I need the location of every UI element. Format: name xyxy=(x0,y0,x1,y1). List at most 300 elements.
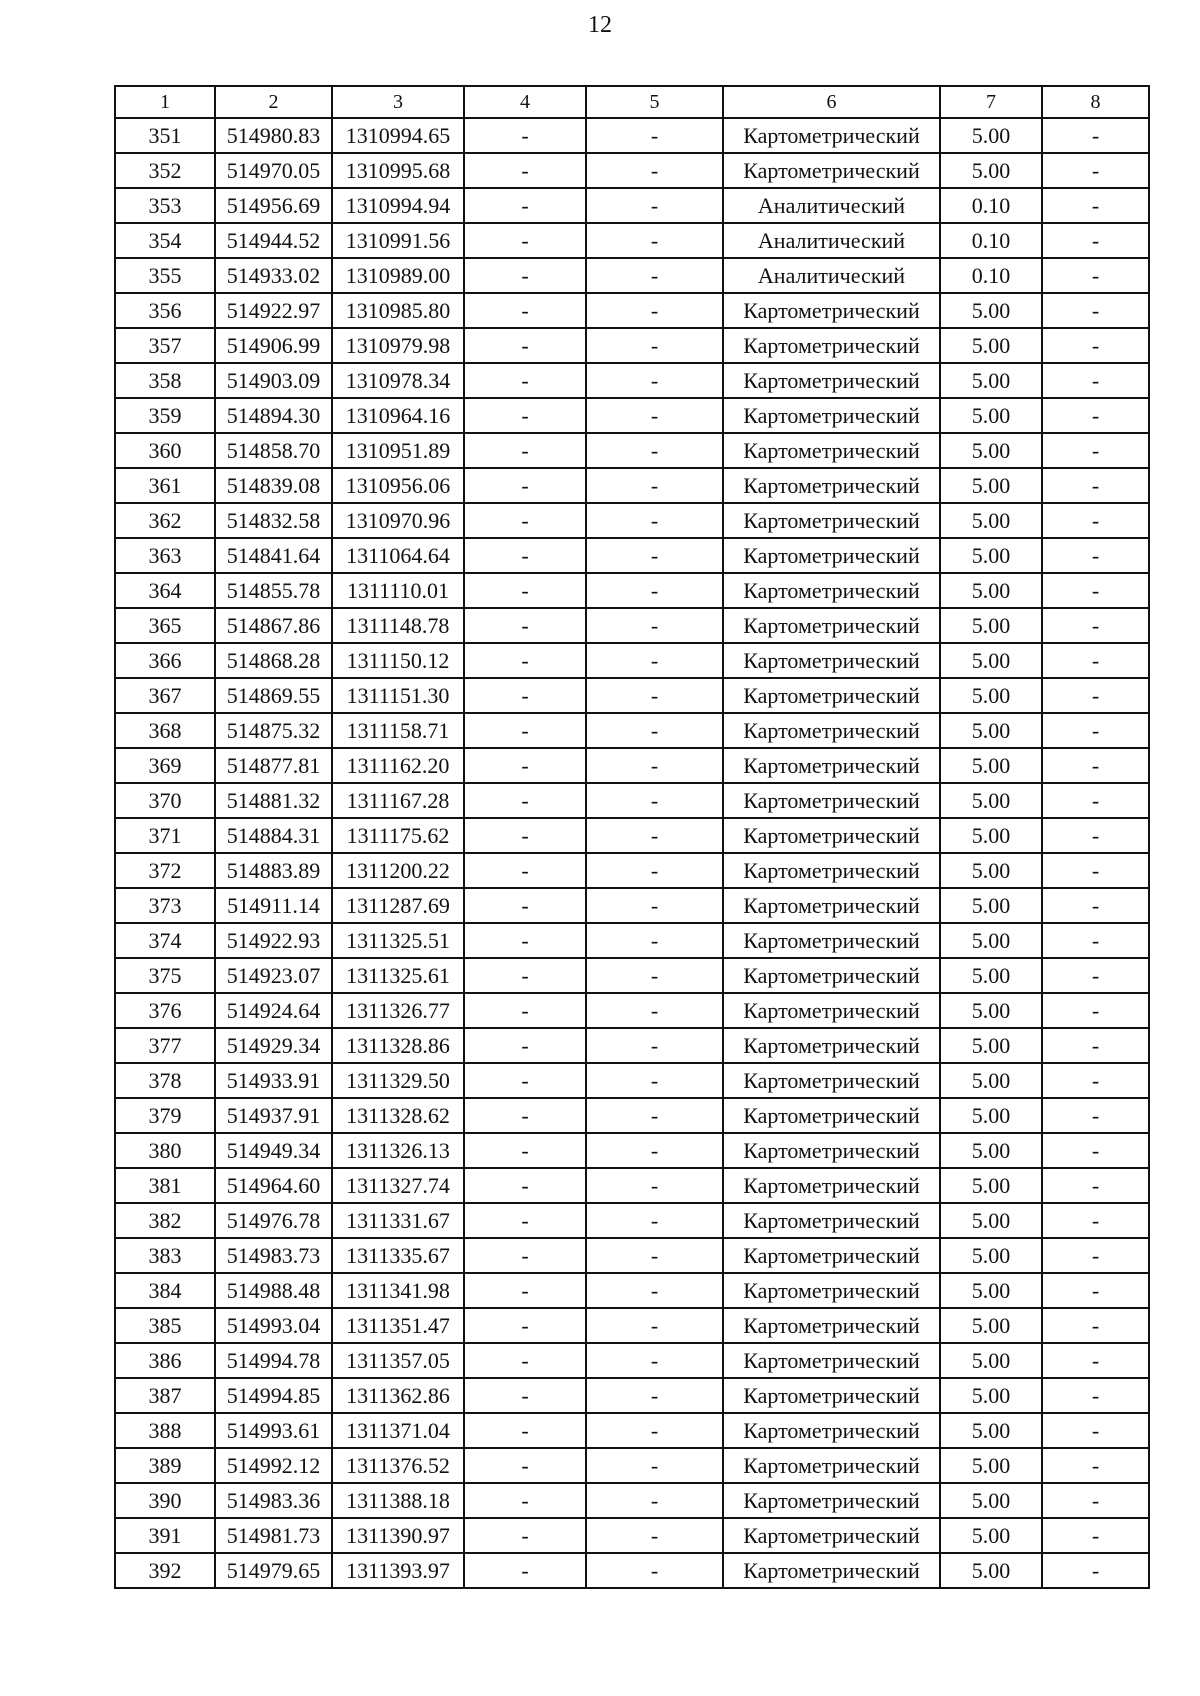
column-8-cell: - xyxy=(1042,188,1149,223)
accuracy-cell: 5.00 xyxy=(940,1238,1042,1273)
x-coordinate-cell: 514949.34 xyxy=(215,1133,332,1168)
column-4-cell: - xyxy=(464,153,586,188)
x-coordinate-cell: 514964.60 xyxy=(215,1168,332,1203)
column-5-cell: - xyxy=(586,538,723,573)
y-coordinate-cell: 1310979.98 xyxy=(332,328,464,363)
y-coordinate-cell: 1310985.80 xyxy=(332,293,464,328)
column-8-cell: - xyxy=(1042,748,1149,783)
y-coordinate-cell: 1311325.61 xyxy=(332,958,464,993)
point-number-cell: 375 xyxy=(115,958,215,993)
column-5-cell: - xyxy=(586,118,723,153)
accuracy-cell: 5.00 xyxy=(940,1168,1042,1203)
x-coordinate-cell: 514875.32 xyxy=(215,713,332,748)
x-coordinate-cell: 514956.69 xyxy=(215,188,332,223)
y-coordinate-cell: 1311371.04 xyxy=(332,1413,464,1448)
column-header-6: 6 xyxy=(723,86,940,118)
method-cell: Картометрический xyxy=(723,1553,940,1588)
accuracy-cell: 5.00 xyxy=(940,363,1042,398)
accuracy-cell: 5.00 xyxy=(940,1063,1042,1098)
y-coordinate-cell: 1311329.50 xyxy=(332,1063,464,1098)
column-5-cell: - xyxy=(586,503,723,538)
method-cell: Картометрический xyxy=(723,1308,940,1343)
y-coordinate-cell: 1311328.62 xyxy=(332,1098,464,1133)
method-cell: Картометрический xyxy=(723,118,940,153)
column-8-cell: - xyxy=(1042,888,1149,923)
column-5-cell: - xyxy=(586,993,723,1028)
column-4-cell: - xyxy=(464,1238,586,1273)
column-5-cell: - xyxy=(586,1483,723,1518)
column-5-cell: - xyxy=(586,328,723,363)
point-number-cell: 366 xyxy=(115,643,215,678)
column-5-cell: - xyxy=(586,573,723,608)
accuracy-cell: 5.00 xyxy=(940,853,1042,888)
table-row xyxy=(115,678,1149,713)
method-cell: Картометрический xyxy=(723,538,940,573)
accuracy-cell: 5.00 xyxy=(940,608,1042,643)
column-4-cell: - xyxy=(464,573,586,608)
column-4-cell: - xyxy=(464,783,586,818)
x-coordinate-cell: 514922.93 xyxy=(215,923,332,958)
column-8-cell: - xyxy=(1042,958,1149,993)
method-cell: Картометрический xyxy=(723,1273,940,1308)
y-coordinate-cell: 1311151.30 xyxy=(332,678,464,713)
column-8-cell: - xyxy=(1042,1098,1149,1133)
column-5-cell: - xyxy=(586,1203,723,1238)
column-8-cell: - xyxy=(1042,363,1149,398)
method-cell: Картометрический xyxy=(723,328,940,363)
accuracy-cell: 5.00 xyxy=(940,993,1042,1028)
column-8-cell: - xyxy=(1042,1133,1149,1168)
column-5-cell: - xyxy=(586,678,723,713)
accuracy-cell: 5.00 xyxy=(940,923,1042,958)
column-4-cell: - xyxy=(464,433,586,468)
table-row xyxy=(115,818,1149,853)
accuracy-cell: 5.00 xyxy=(940,1413,1042,1448)
method-cell: Аналитический xyxy=(723,258,940,293)
column-8-cell: - xyxy=(1042,258,1149,293)
column-4-cell: - xyxy=(464,853,586,888)
column-8-cell: - xyxy=(1042,328,1149,363)
point-number-cell: 360 xyxy=(115,433,215,468)
accuracy-cell: 5.00 xyxy=(940,1098,1042,1133)
y-coordinate-cell: 1311148.78 xyxy=(332,608,464,643)
x-coordinate-cell: 514933.02 xyxy=(215,258,332,293)
x-coordinate-cell: 514883.89 xyxy=(215,853,332,888)
table-row xyxy=(115,363,1149,398)
column-5-cell: - xyxy=(586,1518,723,1553)
accuracy-cell: 5.00 xyxy=(940,468,1042,503)
accuracy-cell: 5.00 xyxy=(940,1553,1042,1588)
column-8-cell: - xyxy=(1042,433,1149,468)
column-8-cell: - xyxy=(1042,573,1149,608)
point-number-cell: 352 xyxy=(115,153,215,188)
accuracy-cell: 5.00 xyxy=(940,118,1042,153)
accuracy-cell: 5.00 xyxy=(940,503,1042,538)
column-5-cell: - xyxy=(586,223,723,258)
table-row xyxy=(115,853,1149,888)
x-coordinate-cell: 514881.32 xyxy=(215,783,332,818)
point-number-cell: 376 xyxy=(115,993,215,1028)
accuracy-cell: 0.10 xyxy=(940,188,1042,223)
table-row xyxy=(115,888,1149,923)
column-4-cell: - xyxy=(464,1063,586,1098)
column-5-cell: - xyxy=(586,1413,723,1448)
accuracy-cell: 5.00 xyxy=(940,643,1042,678)
column-4-cell: - xyxy=(464,1378,586,1413)
column-4-cell: - xyxy=(464,713,586,748)
accuracy-cell: 5.00 xyxy=(940,1343,1042,1378)
column-8-cell: - xyxy=(1042,468,1149,503)
column-8-cell: - xyxy=(1042,1168,1149,1203)
column-4-cell: - xyxy=(464,643,586,678)
x-coordinate-cell: 514832.58 xyxy=(215,503,332,538)
column-4-cell: - xyxy=(464,958,586,993)
table-row xyxy=(115,1378,1149,1413)
table-row xyxy=(115,748,1149,783)
method-cell: Картометрический xyxy=(723,678,940,713)
column-4-cell: - xyxy=(464,608,586,643)
y-coordinate-cell: 1310994.94 xyxy=(332,188,464,223)
point-number-cell: 382 xyxy=(115,1203,215,1238)
method-cell: Картометрический xyxy=(723,993,940,1028)
x-coordinate-cell: 514903.09 xyxy=(215,363,332,398)
point-number-cell: 370 xyxy=(115,783,215,818)
point-number-cell: 386 xyxy=(115,1343,215,1378)
column-4-cell: - xyxy=(464,748,586,783)
table-row xyxy=(115,223,1149,258)
column-header-2: 2 xyxy=(215,86,332,118)
x-coordinate-cell: 514983.73 xyxy=(215,1238,332,1273)
column-8-cell: - xyxy=(1042,503,1149,538)
column-5-cell: - xyxy=(586,958,723,993)
column-8-cell: - xyxy=(1042,1553,1149,1588)
x-coordinate-cell: 514970.05 xyxy=(215,153,332,188)
x-coordinate-cell: 514906.99 xyxy=(215,328,332,363)
accuracy-cell: 5.00 xyxy=(940,398,1042,433)
column-5-cell: - xyxy=(586,188,723,223)
y-coordinate-cell: 1311376.52 xyxy=(332,1448,464,1483)
accuracy-cell: 0.10 xyxy=(940,223,1042,258)
table-row xyxy=(115,1448,1149,1483)
y-coordinate-cell: 1311328.86 xyxy=(332,1028,464,1063)
column-4-cell: - xyxy=(464,1098,586,1133)
method-cell: Картометрический xyxy=(723,363,940,398)
accuracy-cell: 5.00 xyxy=(940,1378,1042,1413)
coordinates-table xyxy=(114,85,1150,1589)
column-5-cell: - xyxy=(586,1448,723,1483)
point-number-cell: 381 xyxy=(115,1168,215,1203)
accuracy-cell: 0.10 xyxy=(940,258,1042,293)
point-number-cell: 374 xyxy=(115,923,215,958)
column-4-cell: - xyxy=(464,1133,586,1168)
method-cell: Картометрический xyxy=(723,818,940,853)
x-coordinate-cell: 514976.78 xyxy=(215,1203,332,1238)
column-4-cell: - xyxy=(464,1518,586,1553)
column-5-cell: - xyxy=(586,398,723,433)
column-4-cell: - xyxy=(464,678,586,713)
method-cell: Картометрический xyxy=(723,853,940,888)
y-coordinate-cell: 1310970.96 xyxy=(332,503,464,538)
x-coordinate-cell: 514867.86 xyxy=(215,608,332,643)
y-coordinate-cell: 1311331.67 xyxy=(332,1203,464,1238)
table-row xyxy=(115,153,1149,188)
column-4-cell: - xyxy=(464,293,586,328)
table-row xyxy=(115,643,1149,678)
accuracy-cell: 5.00 xyxy=(940,1483,1042,1518)
method-cell: Картометрический xyxy=(723,888,940,923)
method-cell: Картометрический xyxy=(723,1518,940,1553)
point-number-cell: 387 xyxy=(115,1378,215,1413)
point-number-cell: 355 xyxy=(115,258,215,293)
method-cell: Картометрический xyxy=(723,958,940,993)
accuracy-cell: 5.00 xyxy=(940,293,1042,328)
y-coordinate-cell: 1311362.86 xyxy=(332,1378,464,1413)
y-coordinate-cell: 1311335.67 xyxy=(332,1238,464,1273)
column-4-cell: - xyxy=(464,1168,586,1203)
x-coordinate-cell: 514993.04 xyxy=(215,1308,332,1343)
x-coordinate-cell: 514929.34 xyxy=(215,1028,332,1063)
point-number-cell: 357 xyxy=(115,328,215,363)
x-coordinate-cell: 514983.36 xyxy=(215,1483,332,1518)
accuracy-cell: 5.00 xyxy=(940,678,1042,713)
column-8-cell: - xyxy=(1042,1483,1149,1518)
point-number-cell: 369 xyxy=(115,748,215,783)
y-coordinate-cell: 1310989.00 xyxy=(332,258,464,293)
column-4-cell: - xyxy=(464,1413,586,1448)
table-row xyxy=(115,503,1149,538)
column-4-cell: - xyxy=(464,1273,586,1308)
column-5-cell: - xyxy=(586,258,723,293)
accuracy-cell: 5.00 xyxy=(940,328,1042,363)
column-4-cell: - xyxy=(464,363,586,398)
column-5-cell: - xyxy=(586,608,723,643)
column-header-5: 5 xyxy=(586,86,723,118)
x-coordinate-cell: 514839.08 xyxy=(215,468,332,503)
column-8-cell: - xyxy=(1042,1448,1149,1483)
point-number-cell: 384 xyxy=(115,1273,215,1308)
y-coordinate-cell: 1310994.65 xyxy=(332,118,464,153)
table-row xyxy=(115,1133,1149,1168)
point-number-cell: 383 xyxy=(115,1238,215,1273)
column-8-cell: - xyxy=(1042,1238,1149,1273)
column-8-cell: - xyxy=(1042,993,1149,1028)
x-coordinate-cell: 514994.78 xyxy=(215,1343,332,1378)
point-number-cell: 392 xyxy=(115,1553,215,1588)
x-coordinate-cell: 514937.91 xyxy=(215,1098,332,1133)
column-4-cell: - xyxy=(464,888,586,923)
column-4-cell: - xyxy=(464,188,586,223)
method-cell: Картометрический xyxy=(723,1063,940,1098)
method-cell: Картометрический xyxy=(723,783,940,818)
method-cell: Картометрический xyxy=(723,1133,940,1168)
table-row xyxy=(115,1518,1149,1553)
method-cell: Картометрический xyxy=(723,1168,940,1203)
accuracy-cell: 5.00 xyxy=(940,153,1042,188)
column-8-cell: - xyxy=(1042,398,1149,433)
accuracy-cell: 5.00 xyxy=(940,818,1042,853)
column-4-cell: - xyxy=(464,1028,586,1063)
y-coordinate-cell: 1311110.01 xyxy=(332,573,464,608)
table-header-row xyxy=(115,86,1149,118)
method-cell: Картометрический xyxy=(723,1343,940,1378)
point-number-cell: 356 xyxy=(115,293,215,328)
column-4-cell: - xyxy=(464,1343,586,1378)
table-row xyxy=(115,608,1149,643)
method-cell: Картометрический xyxy=(723,153,940,188)
method-cell: Картометрический xyxy=(723,1413,940,1448)
accuracy-cell: 5.00 xyxy=(940,958,1042,993)
column-5-cell: - xyxy=(586,293,723,328)
point-number-cell: 388 xyxy=(115,1413,215,1448)
column-8-cell: - xyxy=(1042,1273,1149,1308)
method-cell: Картометрический xyxy=(723,713,940,748)
column-5-cell: - xyxy=(586,1098,723,1133)
table-row xyxy=(115,1273,1149,1308)
accuracy-cell: 5.00 xyxy=(940,573,1042,608)
accuracy-cell: 5.00 xyxy=(940,1273,1042,1308)
column-8-cell: - xyxy=(1042,853,1149,888)
table-row xyxy=(115,993,1149,1028)
y-coordinate-cell: 1311341.98 xyxy=(332,1273,464,1308)
table-row xyxy=(115,118,1149,153)
point-number-cell: 354 xyxy=(115,223,215,258)
table-row xyxy=(115,433,1149,468)
column-4-cell: - xyxy=(464,1308,586,1343)
x-coordinate-cell: 514923.07 xyxy=(215,958,332,993)
column-5-cell: - xyxy=(586,923,723,958)
point-number-cell: 377 xyxy=(115,1028,215,1063)
column-5-cell: - xyxy=(586,433,723,468)
y-coordinate-cell: 1310991.56 xyxy=(332,223,464,258)
method-cell: Картометрический xyxy=(723,643,940,678)
column-header-3: 3 xyxy=(332,86,464,118)
y-coordinate-cell: 1311388.18 xyxy=(332,1483,464,1518)
point-number-cell: 391 xyxy=(115,1518,215,1553)
column-5-cell: - xyxy=(586,818,723,853)
table-row xyxy=(115,1098,1149,1133)
column-header-7: 7 xyxy=(940,86,1042,118)
table-row xyxy=(115,1553,1149,1588)
table-row xyxy=(115,538,1149,573)
method-cell: Картометрический xyxy=(723,1448,940,1483)
column-8-cell: - xyxy=(1042,293,1149,328)
y-coordinate-cell: 1311326.13 xyxy=(332,1133,464,1168)
x-coordinate-cell: 514992.12 xyxy=(215,1448,332,1483)
column-5-cell: - xyxy=(586,1378,723,1413)
column-8-cell: - xyxy=(1042,713,1149,748)
method-cell: Картометрический xyxy=(723,923,940,958)
method-cell: Картометрический xyxy=(723,433,940,468)
column-8-cell: - xyxy=(1042,1413,1149,1448)
y-coordinate-cell: 1311390.97 xyxy=(332,1518,464,1553)
column-5-cell: - xyxy=(586,1553,723,1588)
column-4-cell: - xyxy=(464,118,586,153)
y-coordinate-cell: 1311064.64 xyxy=(332,538,464,573)
table-row xyxy=(115,468,1149,503)
x-coordinate-cell: 514877.81 xyxy=(215,748,332,783)
table-row xyxy=(115,1343,1149,1378)
y-coordinate-cell: 1310956.06 xyxy=(332,468,464,503)
point-number-cell: 371 xyxy=(115,818,215,853)
x-coordinate-cell: 514979.65 xyxy=(215,1553,332,1588)
x-coordinate-cell: 514980.83 xyxy=(215,118,332,153)
column-5-cell: - xyxy=(586,1063,723,1098)
point-number-cell: 359 xyxy=(115,398,215,433)
point-number-cell: 358 xyxy=(115,363,215,398)
column-4-cell: - xyxy=(464,923,586,958)
accuracy-cell: 5.00 xyxy=(940,783,1042,818)
method-cell: Картометрический xyxy=(723,468,940,503)
table-body xyxy=(115,118,1149,1588)
y-coordinate-cell: 1311326.77 xyxy=(332,993,464,1028)
method-cell: Картометрический xyxy=(723,1203,940,1238)
column-8-cell: - xyxy=(1042,223,1149,258)
table-row xyxy=(115,1168,1149,1203)
column-8-cell: - xyxy=(1042,153,1149,188)
accuracy-cell: 5.00 xyxy=(940,1028,1042,1063)
column-5-cell: - xyxy=(586,1308,723,1343)
x-coordinate-cell: 514868.28 xyxy=(215,643,332,678)
column-5-cell: - xyxy=(586,1168,723,1203)
accuracy-cell: 5.00 xyxy=(940,538,1042,573)
y-coordinate-cell: 1311287.69 xyxy=(332,888,464,923)
point-number-cell: 379 xyxy=(115,1098,215,1133)
point-number-cell: 365 xyxy=(115,608,215,643)
point-number-cell: 353 xyxy=(115,188,215,223)
y-coordinate-cell: 1311162.20 xyxy=(332,748,464,783)
column-8-cell: - xyxy=(1042,1028,1149,1063)
method-cell: Картометрический xyxy=(723,293,940,328)
y-coordinate-cell: 1311351.47 xyxy=(332,1308,464,1343)
column-8-cell: - xyxy=(1042,783,1149,818)
accuracy-cell: 5.00 xyxy=(940,1518,1042,1553)
table-row xyxy=(115,1413,1149,1448)
y-coordinate-cell: 1311393.97 xyxy=(332,1553,464,1588)
table-row xyxy=(115,958,1149,993)
y-coordinate-cell: 1310978.34 xyxy=(332,363,464,398)
column-5-cell: - xyxy=(586,153,723,188)
column-5-cell: - xyxy=(586,888,723,923)
table-row xyxy=(115,713,1149,748)
point-number-cell: 362 xyxy=(115,503,215,538)
point-number-cell: 367 xyxy=(115,678,215,713)
accuracy-cell: 5.00 xyxy=(940,1133,1042,1168)
x-coordinate-cell: 514981.73 xyxy=(215,1518,332,1553)
y-coordinate-cell: 1310951.89 xyxy=(332,433,464,468)
column-header-1: 1 xyxy=(115,86,215,118)
table-row xyxy=(115,1308,1149,1343)
x-coordinate-cell: 514911.14 xyxy=(215,888,332,923)
column-8-cell: - xyxy=(1042,818,1149,853)
x-coordinate-cell: 514933.91 xyxy=(215,1063,332,1098)
x-coordinate-cell: 514922.97 xyxy=(215,293,332,328)
x-coordinate-cell: 514855.78 xyxy=(215,573,332,608)
accuracy-cell: 5.00 xyxy=(940,1448,1042,1483)
x-coordinate-cell: 514884.31 xyxy=(215,818,332,853)
y-coordinate-cell: 1311175.62 xyxy=(332,818,464,853)
column-5-cell: - xyxy=(586,713,723,748)
x-coordinate-cell: 514858.70 xyxy=(215,433,332,468)
column-5-cell: - xyxy=(586,1343,723,1378)
point-number-cell: 373 xyxy=(115,888,215,923)
column-8-cell: - xyxy=(1042,678,1149,713)
column-4-cell: - xyxy=(464,818,586,853)
point-number-cell: 364 xyxy=(115,573,215,608)
y-coordinate-cell: 1310995.68 xyxy=(332,153,464,188)
table-row xyxy=(115,923,1149,958)
column-5-cell: - xyxy=(586,1133,723,1168)
column-8-cell: - xyxy=(1042,1343,1149,1378)
